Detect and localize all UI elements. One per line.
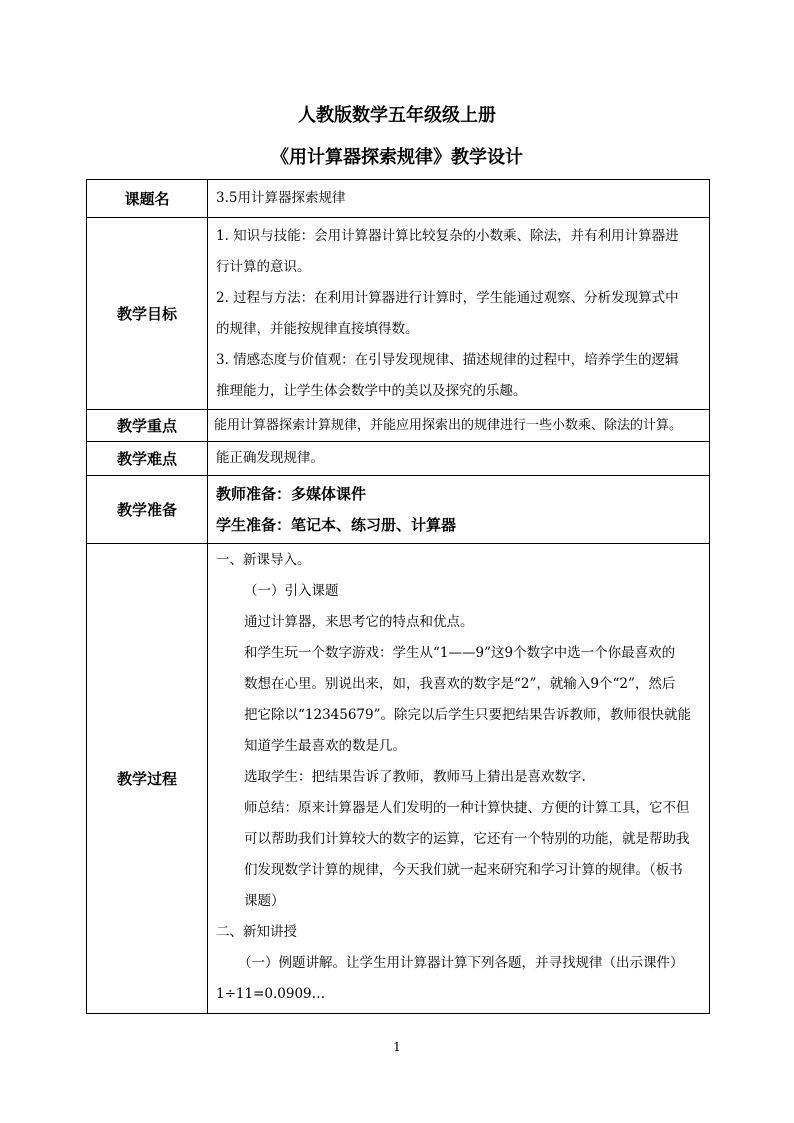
teacher-prep: 教师准备：多媒体课件 [216, 484, 367, 503]
section-heading: 一、新课导入。 [216, 552, 311, 568]
value-difficulty: 能正确发现规律。 [208, 442, 710, 476]
student-prep: 学生准备：笔记本、练习册、计算器 [216, 515, 457, 534]
paragraph-line: 选取学生：把结果告诉了教师，教师马上猜出是喜欢数字. [244, 769, 586, 785]
lesson-plan-table [86, 179, 710, 1014]
value-goals [208, 218, 710, 410]
goal-line: 3. 情感态度与价值观：在引导发现规律、描述规律的过程中，培养学生的逻辑 [216, 351, 679, 368]
label-preparation: 教学准备 [87, 476, 208, 544]
goal-line: 1. 知识与技能：会用计算器计算比较复杂的小数乘、除法，并有利用计算器进 [216, 227, 679, 244]
paragraph-line: 们发现数学计算的规律，今天我们就一起来研究和学习计算的规律。（板书 [244, 862, 683, 878]
section-heading: 二、新知讲授 [216, 924, 297, 940]
paragraph-line: 师总结：原来计算器是人们发明的一种计算快捷、方便的计算工具，它不但 [244, 800, 690, 816]
goal-line: 推理能力，让学生体会数学中的美以及探究的乐趣。 [216, 382, 527, 399]
label-difficulty: 教学难点 [87, 442, 208, 476]
table-row-difficulty [87, 442, 710, 476]
document-subtitle: 《用计算器探索规律》教学设计 [271, 147, 523, 168]
table-row-preparation [87, 476, 710, 544]
value-process [208, 544, 710, 1014]
subsection-heading: （一）引入课题 [244, 583, 339, 599]
formula-line: 1÷11=0.0909… [216, 986, 326, 1002]
table-row-topic [87, 180, 710, 218]
label-topic: 课题名 [87, 180, 208, 218]
goal-line: 的规律，并能按规律直接填得数。 [216, 320, 419, 337]
paragraph-line: 课题） [244, 893, 285, 909]
paragraph-line: 数想在心里。别说出来，如，我喜欢的数字是“2”，就输入9个“2”，然后 [244, 676, 676, 692]
table-row-key-points [87, 410, 710, 442]
table-row-process [87, 544, 710, 1014]
paragraph-line: 知道学生最喜欢的数是几。 [244, 738, 406, 754]
value-preparation [208, 476, 710, 544]
value-key-points [208, 410, 710, 442]
table-row-goals [87, 218, 710, 410]
goal-line: 行计算的意识。 [216, 258, 311, 275]
document-title: 人教版数学五年级级上册 [298, 105, 496, 126]
value-topic: 3.5用计算器探索规律 [208, 180, 710, 218]
goal-line: 2. 过程与方法：在利用计算器进行计算时，学生能通过观察、分析发现算式中 [216, 289, 679, 306]
paragraph-line: 可以帮助我们计算较大的数字的运算，它还有一个特别的功能，就是帮助我 [244, 831, 690, 847]
subsection-heading: （一）例题讲解。让学生用计算器计算下列各题，并寻找规律（出示课件） [238, 955, 684, 971]
paragraph-line: 和学生玩一个数字游戏：学生从“1——9”这9个数字中选一个你最喜欢的 [244, 645, 676, 661]
label-process: 教学过程 [87, 544, 208, 1014]
paragraph-line: 把它除以“12345679”。除完以后学生只要把结果告诉教师，教师很快就能 [244, 707, 692, 723]
page-number: 1 [393, 1040, 401, 1054]
label-goals: 教学目标 [87, 218, 208, 410]
paragraph-line: 通过计算器，来思考它的特点和优点。 [244, 614, 474, 630]
key-points-text: 能用计算器探索计算规律，并能应用探索出的规律进行一些小数乘、除法的计算。 [214, 418, 683, 433]
label-key-points: 教学重点 [87, 410, 208, 442]
